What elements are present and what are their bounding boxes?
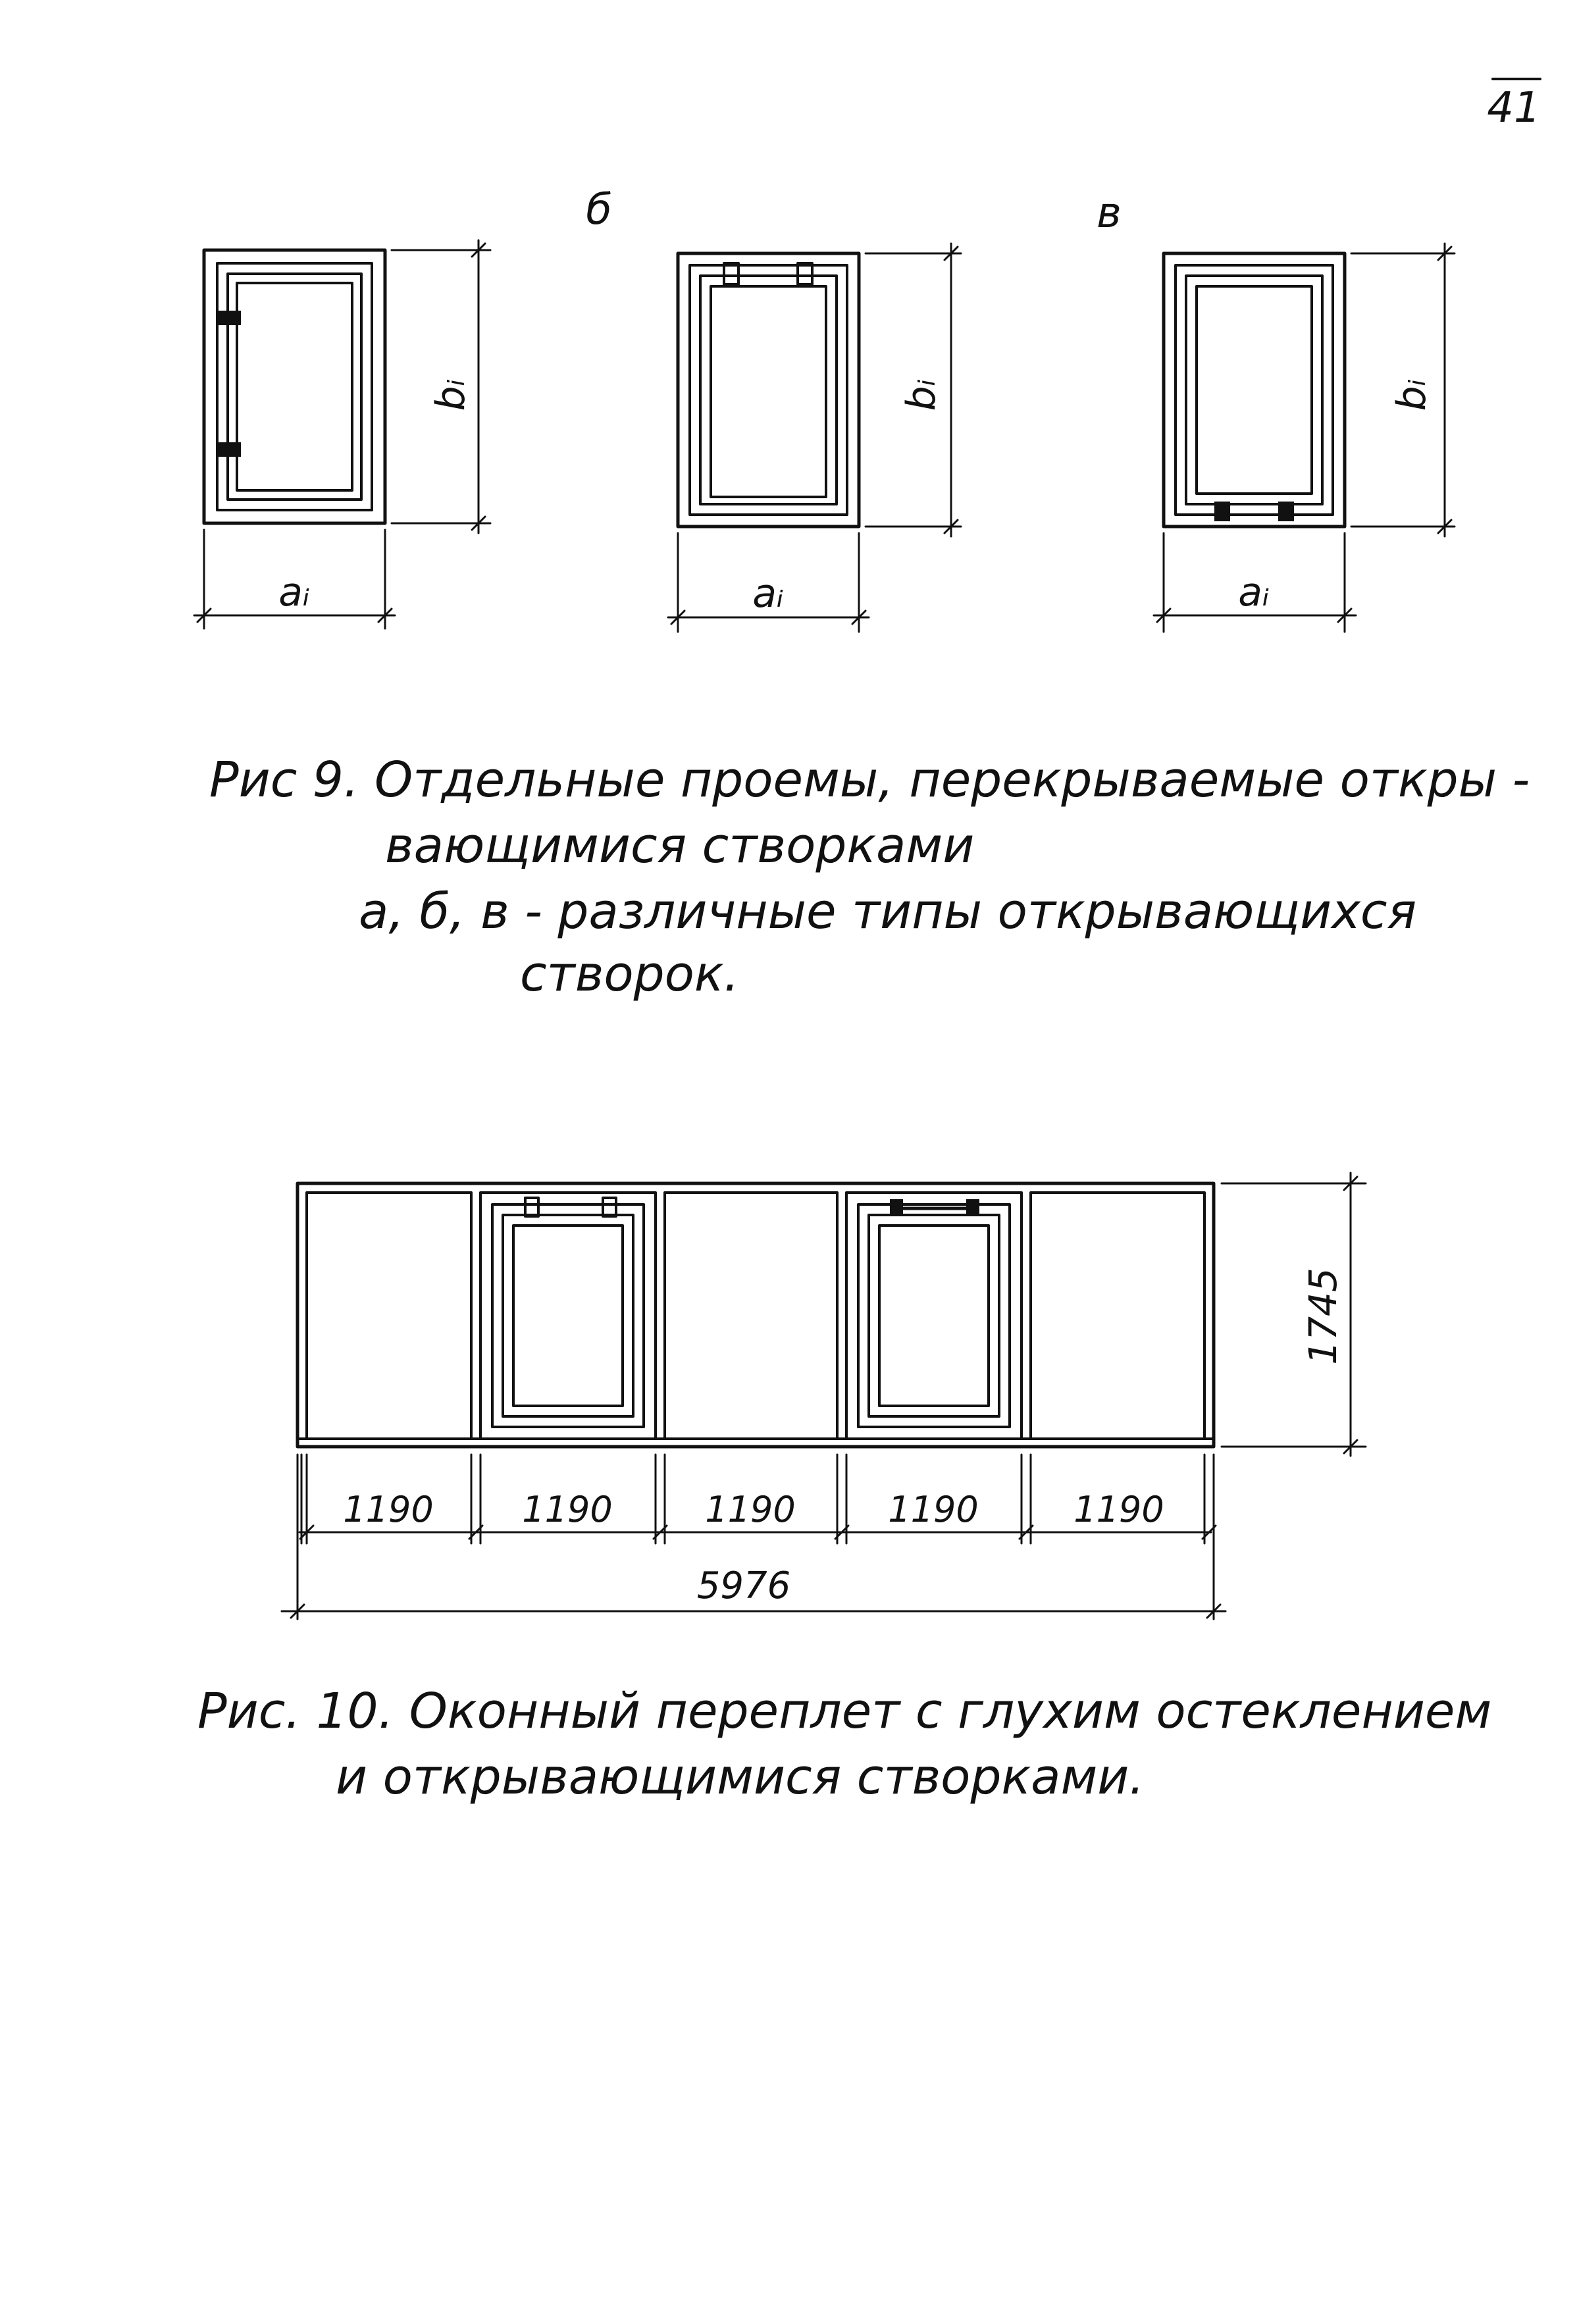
fig9-variant-a — [194, 240, 490, 629]
fig10-panel-4-hinge-left — [890, 1199, 903, 1216]
fig9-variant-b — [586, 186, 961, 632]
fig10-panel-1 — [307, 1193, 471, 1439]
fig9a-outer-frame — [204, 250, 385, 523]
fig9b-width-label: aᵢ — [752, 571, 784, 617]
fig10-panel-5-width: 1190 — [1073, 1489, 1164, 1530]
fig10-panel-3 — [665, 1193, 837, 1439]
fig9b-glass — [711, 286, 826, 497]
fig9c-frame-line-3 — [1186, 276, 1322, 504]
fig10-panel-4-width: 1190 — [888, 1489, 979, 1530]
fig9a-height-label: bᵢ — [428, 378, 474, 411]
fig9-variant-c — [1097, 189, 1455, 632]
fig9c-hinge-left — [1214, 502, 1230, 521]
fig9-caption-line-3: а, б, в - различные типы открывающихся — [359, 883, 1417, 940]
fig10-caption-line-1: Рис. 10. Оконный переплет с глухим остеклением — [197, 1683, 1492, 1740]
fig9-caption — [209, 752, 1530, 1002]
fig9c-height-label: bᵢ — [1389, 378, 1435, 411]
fig9a-hinge-top — [216, 311, 241, 325]
fig10-panel-2 — [480, 1193, 656, 1439]
fig10-panel-2-hinge-right — [603, 1198, 616, 1216]
fig9a-hinge-bottom — [216, 442, 241, 457]
fig10-panel-1-width: 1190 — [343, 1489, 434, 1530]
fig9c-hinge-right — [1278, 502, 1294, 521]
fig9a-glass — [237, 283, 352, 490]
page-number — [1487, 79, 1540, 132]
fig9c-glass — [1197, 286, 1312, 494]
fig10-caption — [197, 1683, 1491, 1805]
figure-9 — [194, 186, 1530, 1002]
fig9-caption-line-1: Рис 9. Отдельные проемы, перекрываемые откры - — [209, 752, 1530, 808]
fig9b-height-label: bᵢ — [898, 378, 944, 411]
fig10-panel-5 — [1031, 1193, 1204, 1439]
fig9b-frame-line-2 — [690, 265, 847, 515]
fig9b-outer-frame — [678, 253, 859, 527]
fig9c-outer-frame — [1164, 253, 1345, 527]
fig9c-label: в — [1097, 189, 1122, 238]
fig9b-frame-line-3 — [700, 276, 837, 504]
fig9a-width-label: aᵢ — [278, 569, 310, 615]
fig9a-frame-line-3 — [228, 274, 361, 500]
fig10-outer-frame — [297, 1183, 1214, 1447]
fig10-panel-4-hinge-right — [966, 1199, 979, 1216]
fig10-panel-2-width: 1190 — [522, 1489, 613, 1530]
page-number-text: 41 — [1487, 84, 1541, 132]
fig10-height-label: 1745 — [1301, 1268, 1345, 1365]
fig10-panel-2-hinge-left — [525, 1198, 538, 1216]
fig9b-label: б — [586, 186, 612, 234]
fig9-caption-line-2: вающимися створками — [385, 817, 975, 874]
fig9c-width-label: aᵢ — [1238, 569, 1270, 615]
fig9a-frame-line-2 — [217, 263, 372, 510]
figure-10 — [197, 1173, 1491, 1805]
fig9c-frame-line-2 — [1176, 265, 1333, 515]
fig10-caption-line-2: и открывающимися створками. — [336, 1749, 1145, 1805]
fig10-panel-3-width: 1190 — [705, 1489, 796, 1530]
fig10-total-width: 5976 — [696, 1564, 791, 1607]
fig10-panel-4 — [846, 1193, 1021, 1439]
fig9-caption-line-4: створок. — [520, 946, 740, 1002]
